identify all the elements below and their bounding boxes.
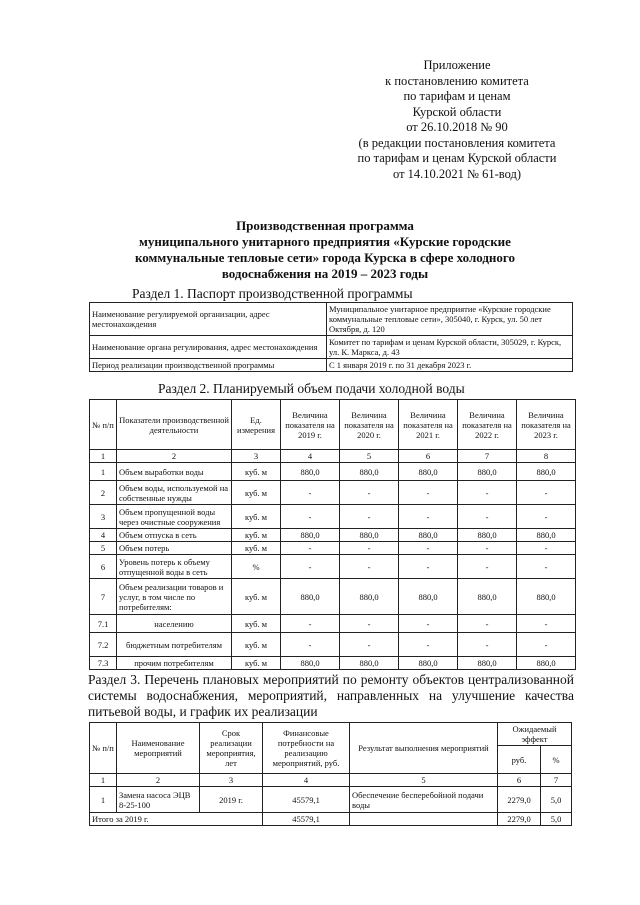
table-row bbox=[90, 481, 576, 505]
colnum: 6 bbox=[399, 450, 458, 463]
table-cell: - bbox=[399, 555, 458, 579]
table-cell: 880,0 bbox=[340, 529, 399, 542]
appendix-line: к постановлению комитета bbox=[385, 73, 529, 88]
table-row bbox=[90, 633, 576, 657]
colnum-row bbox=[90, 450, 576, 463]
table-cell: - bbox=[458, 542, 517, 555]
table-cell: 880,0 bbox=[340, 579, 399, 615]
table-row bbox=[90, 542, 576, 555]
table-cell: 880,0 bbox=[458, 463, 517, 481]
table-cell: - bbox=[458, 481, 517, 505]
table-cell: Объем реализации товаров и услуг, в том числе по потребителям: bbox=[117, 579, 232, 615]
header-row bbox=[90, 723, 572, 746]
table-cell: Уровень потерь к объему отпущенной воды в сеть bbox=[117, 555, 232, 579]
title-line: коммунальные тепловые сети» города Курска в сфере холодного bbox=[134, 250, 516, 265]
table-cell: - bbox=[340, 555, 399, 579]
table-cell: 880,0 bbox=[399, 529, 458, 542]
table-row bbox=[90, 529, 576, 542]
appendix-line: Приложение bbox=[423, 58, 491, 72]
colnum: 1 bbox=[90, 450, 117, 463]
table-cell: 880,0 bbox=[517, 463, 576, 481]
col-header: Величина показателя на 2020 г. bbox=[340, 400, 399, 450]
table-cell: - bbox=[340, 542, 399, 555]
col-header: руб. bbox=[498, 746, 541, 774]
table-cell: - bbox=[517, 505, 576, 529]
appendix-line: по тарифам и ценам Курской области bbox=[357, 151, 557, 165]
table-row bbox=[90, 463, 576, 481]
table-cell: 880,0 bbox=[517, 657, 576, 670]
table-row bbox=[90, 657, 576, 670]
appendix-line: Курской области bbox=[412, 104, 502, 119]
appendix-block bbox=[342, 58, 572, 182]
col-header: Ед. измерения bbox=[232, 400, 281, 450]
col-header: Величина показателя на 2022 г. bbox=[458, 400, 517, 450]
colnum: 3 bbox=[232, 450, 281, 463]
col-header: Срок реализации мероприятия, лет bbox=[200, 723, 263, 774]
table-cell: - bbox=[517, 633, 576, 657]
table-cell: - bbox=[281, 555, 340, 579]
colnum: 5 bbox=[350, 774, 498, 787]
table-row bbox=[90, 555, 576, 579]
table-row bbox=[90, 336, 573, 359]
table-cell: 880,0 bbox=[399, 463, 458, 481]
col-header: Величина показателя на 2023 г. bbox=[517, 400, 576, 450]
colnum: 5 bbox=[340, 450, 399, 463]
table-cell: бюджетным потребителям bbox=[117, 633, 232, 657]
col-header: № п/п bbox=[90, 400, 117, 450]
colnum: 4 bbox=[263, 774, 350, 787]
table-cell: 7.3 bbox=[90, 657, 117, 670]
table-cell: - bbox=[399, 615, 458, 633]
colnum: 1 bbox=[90, 774, 117, 787]
table-cell: 3 bbox=[90, 505, 117, 529]
col-header: Величина показателя на 2019 г. bbox=[281, 400, 340, 450]
col-header: Наименование мероприятий bbox=[117, 723, 200, 774]
table-cell: 1 bbox=[90, 463, 117, 481]
table-cell: - bbox=[399, 481, 458, 505]
table-cell: куб. м bbox=[232, 615, 281, 633]
col-header: Финансовые потребности на реализацию мероприятий, руб. bbox=[263, 723, 350, 774]
table-cell: 1 bbox=[90, 787, 117, 813]
table-cell: - bbox=[399, 505, 458, 529]
passport-label: Наименование регулируемой организации, адрес местонахождения bbox=[90, 303, 327, 336]
table-row bbox=[90, 359, 573, 372]
table-cell: 6 bbox=[90, 555, 117, 579]
colnum: 4 bbox=[281, 450, 340, 463]
colnum: 7 bbox=[458, 450, 517, 463]
table-cell: 2 bbox=[90, 481, 117, 505]
table-cell: Объем воды, используемой на собственные нужды bbox=[117, 481, 232, 505]
col-header: Величина показателя на 2021 г. bbox=[399, 400, 458, 450]
appendix-line: от 26.10.2018 № 90 bbox=[406, 120, 508, 134]
appendix-line: по тарифам и ценам bbox=[403, 89, 511, 103]
table-cell: куб. м bbox=[232, 481, 281, 505]
col-header: Ожидаемый эффект bbox=[498, 723, 572, 746]
passport-label: Период реализации производственной программы bbox=[90, 359, 327, 372]
table-cell: 880,0 bbox=[399, 657, 458, 670]
table-cell: - bbox=[458, 615, 517, 633]
colnum: 6 bbox=[498, 774, 541, 787]
section3-heading: Раздел 3. Перечень плановых мероприятий по ремонту объектов централизованной системы водоснабжения, мероприятий, направленных на улучшение качества питьевой воды, и график их реализации bbox=[88, 672, 574, 719]
table-cell: куб. м bbox=[232, 633, 281, 657]
table-cell: 880,0 bbox=[399, 579, 458, 615]
colnum: 3 bbox=[200, 774, 263, 787]
total-row bbox=[90, 813, 572, 826]
table-cell: 880,0 bbox=[281, 657, 340, 670]
table-cell: 880,0 bbox=[281, 463, 340, 481]
table-cell: 880,0 bbox=[517, 579, 576, 615]
document-title bbox=[110, 218, 540, 282]
table-cell: - bbox=[340, 505, 399, 529]
table-cell: - bbox=[340, 481, 399, 505]
title-line: водоснабжения на 2019 – 2023 годы bbox=[221, 266, 429, 281]
table-cell: Замена насоса ЭЦВ 8-25-100 bbox=[117, 787, 200, 813]
table-cell: Объем потерь bbox=[117, 542, 232, 555]
total-rub: 2279,0 bbox=[498, 813, 541, 826]
title-line: Производственная программа bbox=[236, 218, 414, 233]
passport-value: С 1 января 2019 г. по 31 декабря 2023 г. bbox=[327, 359, 573, 372]
table-cell: куб. м bbox=[232, 463, 281, 481]
table-cell: 880,0 bbox=[340, 463, 399, 481]
table-cell: - bbox=[281, 481, 340, 505]
table-cell: - bbox=[340, 615, 399, 633]
table-cell: куб. м bbox=[232, 542, 281, 555]
total-finance: 45579,1 bbox=[263, 813, 350, 826]
table-cell: прочим потребителям bbox=[117, 657, 232, 670]
table-cell: - bbox=[281, 633, 340, 657]
total-pct: 5,0 bbox=[541, 813, 572, 826]
table-cell: 7.1 bbox=[90, 615, 117, 633]
table-cell: 880,0 bbox=[281, 529, 340, 542]
table-cell: 880,0 bbox=[517, 529, 576, 542]
passport-value: Муниципальное унитарное предприятие «Курские городские коммунальные тепловые сети», 305040, г. Курск, ул. 50 лет Октября, д. 120 bbox=[327, 303, 573, 336]
table-cell: 880,0 bbox=[340, 657, 399, 670]
table-cell: куб. м bbox=[232, 529, 281, 542]
passport-table bbox=[89, 302, 573, 372]
colnum: 7 bbox=[541, 774, 572, 787]
table-row bbox=[90, 579, 576, 615]
table-row bbox=[90, 505, 576, 529]
volume-table bbox=[89, 399, 576, 670]
colnum: 8 bbox=[517, 450, 576, 463]
header-row bbox=[90, 400, 576, 450]
appendix-line: (в редакции постановления комитета bbox=[358, 135, 556, 150]
table-cell: 5,0 bbox=[541, 787, 572, 813]
table-cell: Объем отпуска в сеть bbox=[117, 529, 232, 542]
table-cell: - bbox=[517, 481, 576, 505]
table-cell: 7.2 bbox=[90, 633, 117, 657]
table-cell: 2279,0 bbox=[498, 787, 541, 813]
table-cell: куб. м bbox=[232, 505, 281, 529]
table-cell: - bbox=[399, 542, 458, 555]
table-cell: - bbox=[517, 555, 576, 579]
table-cell: - bbox=[281, 542, 340, 555]
table-cell: - bbox=[281, 615, 340, 633]
table-cell: - bbox=[458, 633, 517, 657]
table-cell: 7 bbox=[90, 579, 117, 615]
table-row bbox=[90, 615, 576, 633]
section1-heading: Раздел 1. Паспорт производственной программы bbox=[132, 286, 413, 301]
table-cell: Обеспечение бесперебойной подачи воды bbox=[350, 787, 498, 813]
table-cell: Объем пропущенной воды через очистные сооружения bbox=[117, 505, 232, 529]
col-header: № п/п bbox=[90, 723, 117, 774]
table-cell: - bbox=[458, 555, 517, 579]
table-cell: - bbox=[458, 505, 517, 529]
col-header: Результат выполнения мероприятий bbox=[350, 723, 498, 774]
table-cell: - bbox=[281, 505, 340, 529]
measures-table bbox=[89, 722, 572, 826]
colnum: 2 bbox=[117, 450, 232, 463]
table-cell: - bbox=[340, 633, 399, 657]
table-row bbox=[90, 303, 573, 336]
table-cell: 2019 г. bbox=[200, 787, 263, 813]
table-cell: - bbox=[517, 615, 576, 633]
table-cell: 880,0 bbox=[458, 657, 517, 670]
passport-label: Наименование органа регулирования, адрес местонахождения bbox=[90, 336, 327, 359]
table-cell: куб. м bbox=[232, 579, 281, 615]
table-cell: % bbox=[232, 555, 281, 579]
colnum-row bbox=[90, 774, 572, 787]
table-cell: Объем выработки воды bbox=[117, 463, 232, 481]
table-cell: - bbox=[517, 542, 576, 555]
table-cell: 880,0 bbox=[458, 529, 517, 542]
table-cell: куб. м bbox=[232, 657, 281, 670]
table-row bbox=[90, 787, 572, 813]
col-header: Показатели производственной деятельности bbox=[117, 400, 232, 450]
table-cell: 880,0 bbox=[458, 579, 517, 615]
total-label: Итого за 2019 г. bbox=[90, 813, 263, 826]
table-cell: 5 bbox=[90, 542, 117, 555]
table-cell: - bbox=[399, 633, 458, 657]
table-cell bbox=[350, 813, 498, 826]
table-cell: 4 bbox=[90, 529, 117, 542]
section2-heading: Раздел 2. Планируемый объем подачи холодной воды bbox=[158, 381, 465, 396]
table-cell: 45579,1 bbox=[263, 787, 350, 813]
table-cell: 880,0 bbox=[281, 579, 340, 615]
passport-value: Комитет по тарифам и ценам Курской области, 305029, г. Курск, ул. К. Маркса, д. 43 bbox=[327, 336, 573, 359]
title-line: муниципального унитарного предприятия «Курские городские bbox=[139, 234, 511, 249]
colnum: 2 bbox=[117, 774, 200, 787]
table-cell: населению bbox=[117, 615, 232, 633]
appendix-line: от 14.10.2021 № 61-вод) bbox=[393, 166, 521, 181]
col-header: % bbox=[541, 746, 572, 774]
